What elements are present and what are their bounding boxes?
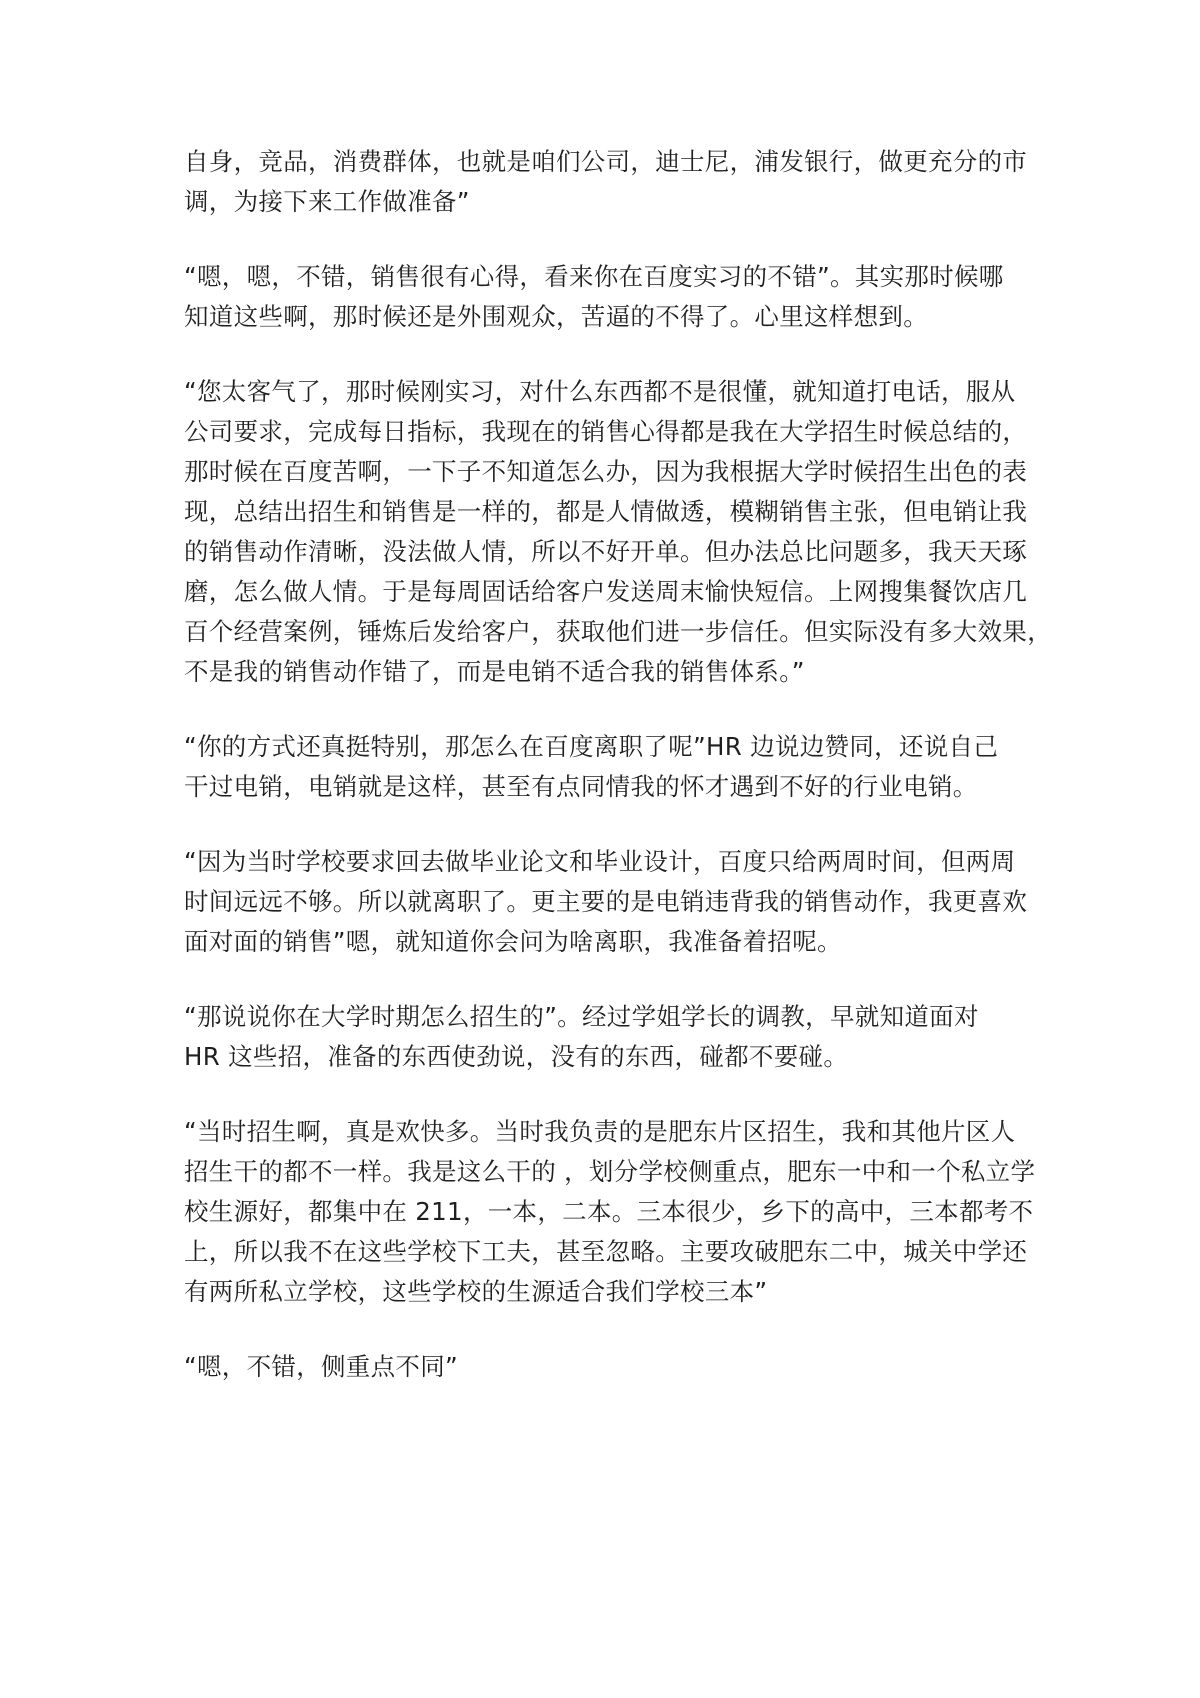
text-line: HR 这些招，准备的东西使劲说，没有的东西，碰都不要碰。: [184, 1042, 849, 1071]
paragraph-1: [184, 142, 1028, 222]
text-line: “那说说你在大学时期怎么招生的”。经过学姐学长的调教，早就知道面对: [184, 1002, 979, 1031]
paragraph-4: [184, 727, 1024, 807]
text-line: 公司要求，完成每日指标，我现在的销售心得都是我在大学招生时候总结的，: [184, 417, 1028, 446]
paragraph-3: [184, 372, 1052, 692]
text-line: 上，所以我不在这些学校下工夫，甚至忽略。主要攻破肥东二中，城关中学还: [184, 1237, 1028, 1266]
paragraph-5: [184, 842, 1028, 962]
document-page: [184, 142, 1052, 1422]
text-line: 校生源好，都集中在 211，一本，二本。三本很少，乡下的高中，三本都考不: [184, 1197, 1034, 1226]
text-line: 不是我的销售动作错了，而是电销不适合我的销售体系。”: [184, 657, 805, 686]
text-line: 自身，竞品，消费群体，也就是咱们公司，迪士尼，浦发银行，做更充分的市: [184, 147, 1028, 176]
text-line: 时间远远不够。所以就离职了。更主要的是电销违背我的销售动作，我更喜欢: [184, 887, 1028, 916]
text-line: 有两所私立学校，这些学校的生源适合我们学校三本”: [184, 1277, 768, 1306]
text-line: “您太客气了，那时候刚实习，对什么东西都不是很懂，就知道打电话，服从: [184, 377, 1016, 406]
text-line: 调，为接下来工作做准备”: [184, 187, 470, 216]
text-line: 的销售动作清晰，没法做人情，所以不好开单。但办法总比问题多，我天天琢: [184, 537, 1028, 566]
text-line: 那时候在百度苦啊，一下子不知道怎么办，因为我根据大学时候招生出色的表: [184, 457, 1028, 486]
text-line: 知道这些啊，那时候还是外围观众，苦逼的不得了。心里这样想到。: [184, 302, 928, 331]
text-line: 百个经营案例，锤炼后发给客户，获取他们进一步信任。但实际没有多大效果，: [184, 617, 1052, 646]
text-line: “因为当时学校要求回去做毕业论文和毕业设计，百度只给两周时间，但两周: [184, 847, 1016, 876]
paragraph-7: [184, 1112, 1036, 1312]
paragraph-8: [184, 1347, 1024, 1387]
paragraph-2: [184, 257, 1024, 337]
text-line: “你的方式还真挺特别，那怎么在百度离职了呢”HR 边说边赞同，还说自己: [184, 732, 999, 761]
paragraph-6: [184, 997, 1024, 1077]
text-line: 现，总结出招生和销售是一样的，都是人情做透，模糊销售主张，但电销让我: [184, 497, 1028, 526]
text-line: 招生干的都不一样。我是这么干的 ，划分学校侧重点，肥东一中和一个私立学: [184, 1157, 1036, 1186]
text-line: 面对面的销售”嗯，就知道你会问为啥离职，我准备着招呢。: [184, 927, 842, 956]
text-line: 磨，怎么做人情。于是每周固话给客户发送周末愉快短信。上网搜集餐饮店几: [184, 577, 1028, 606]
text-line: “当时招生啊，真是欢快多。当时我负责的是肥东片区招生，我和其他片区人: [184, 1117, 1016, 1146]
text-line: “嗯，嗯，不错，销售很有心得，看来你在百度实习的不错”。其实那时候哪: [184, 262, 1004, 291]
text-line: 干过电销，电销就是这样，甚至有点同情我的怀才遇到不好的行业电销。: [184, 772, 978, 801]
text-line: “嗯，不错，侧重点不同”: [184, 1352, 458, 1381]
